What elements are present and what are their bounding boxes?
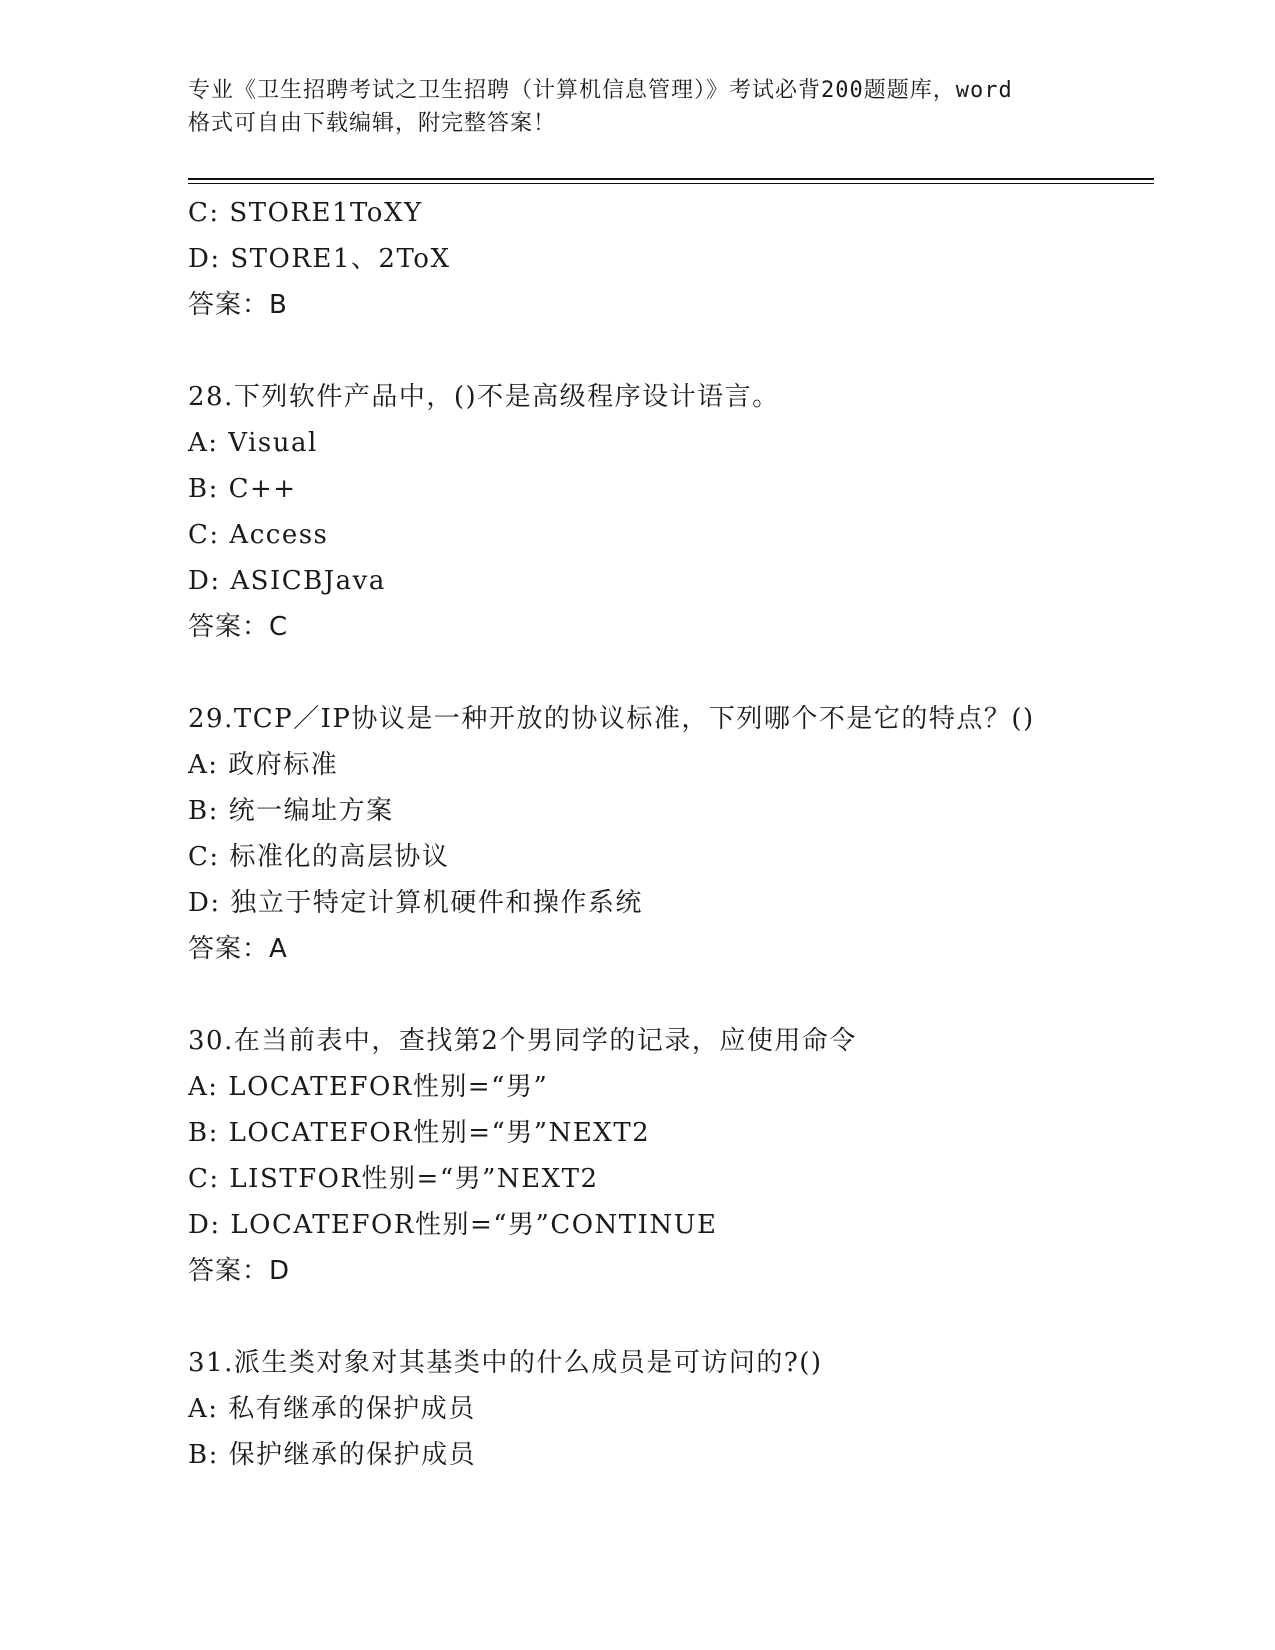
spacer xyxy=(188,1294,1148,1340)
option-line: D: LOCATEFOR性别=“男”CONTINUE xyxy=(188,1210,718,1240)
option-line: A: 私有继承的保护成员 xyxy=(188,1394,476,1424)
option-line: B: C++ xyxy=(188,474,297,504)
option-line: C: 标准化的高层协议 xyxy=(188,842,450,872)
answer-line: 答案：C xyxy=(188,612,289,642)
spacer xyxy=(188,328,1148,374)
option-line: C: LISTFOR性别=“男”NEXT2 xyxy=(188,1164,599,1194)
option-line: C: STORE1ToXY xyxy=(188,198,423,228)
answer-line: 答案：A xyxy=(188,934,288,964)
spacer xyxy=(188,972,1148,1018)
option-line: D: 独立于特定计算机硬件和操作系统 xyxy=(188,888,643,918)
header-divider-thin xyxy=(188,183,1154,184)
spacer xyxy=(188,650,1148,696)
answer-line: 答案：D xyxy=(188,1256,291,1286)
question-list xyxy=(188,190,1148,1478)
header-divider xyxy=(188,178,1154,180)
option-line: B: 统一编址方案 xyxy=(188,796,394,826)
question-text: 30.在当前表中，查找第2个男同学的记录，应使用命令 xyxy=(188,1026,857,1056)
option-line: A: LOCATEFOR性别=“男” xyxy=(188,1072,549,1102)
header-title-line-1: 专业《卫生招聘考试之卫生招聘（计算机信息管理）》考试必背200题题库，word xyxy=(188,78,1013,103)
question-text: 29.TCP／IP协议是一种开放的协议标准，下列哪个不是它的特点？() xyxy=(188,704,1035,734)
option-line: A: Visual xyxy=(188,428,318,458)
page-header xyxy=(188,74,1088,140)
option-line: C: Access xyxy=(188,520,329,550)
header-title-line-2: 格式可自由下载编辑，附完整答案！ xyxy=(188,111,557,136)
question-text: 28.下列软件产品中，()不是高级程序设计语言。 xyxy=(188,382,780,412)
question-text: 31.派生类对象对其基类中的什么成员是可访问的?() xyxy=(188,1348,823,1378)
option-line: A: 政府标准 xyxy=(188,750,339,780)
option-line: B: LOCATEFOR性别=“男”NEXT2 xyxy=(188,1118,651,1148)
option-line: D: STORE1、2ToX xyxy=(188,244,451,274)
option-line: B: 保护继承的保护成员 xyxy=(188,1440,477,1470)
answer-line: 答案：B xyxy=(188,290,288,320)
option-line: D: ASICBJava xyxy=(188,566,386,596)
